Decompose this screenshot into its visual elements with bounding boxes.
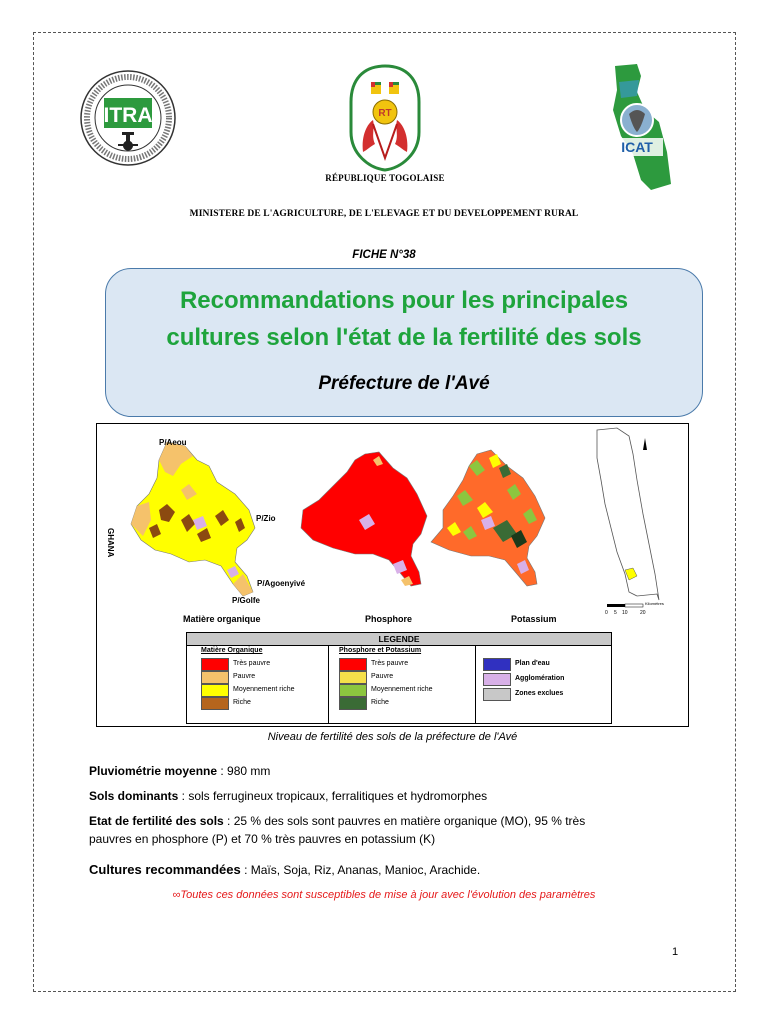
itra-logo-text: ITRA (103, 104, 153, 127)
scale-unit: Kilomètres (645, 601, 664, 606)
rt-logo-text: RT (378, 108, 392, 119)
ministry-heading: MINISTERE DE L'AGRICULTURE, DE L'ELEVAGE ET DU DEVELOPPEMENT RURAL (189, 209, 579, 219)
caption-phosphorus: Phosphore (365, 614, 413, 624)
north-arrow-icon (643, 438, 647, 450)
legend-mo-title: Matière Organique (201, 647, 263, 654)
map-phosphorus (301, 452, 427, 586)
caption-potassium: Potassium (511, 614, 557, 624)
figure-caption: Niveau de fertilité des sols de la préfecture de l'Avé (267, 731, 518, 743)
recommended-crops-line: Cultures recommandées : Maïs, Soja, Riz, Ananas, Manioc, Arachide. (89, 862, 481, 877)
page-number: 1 (672, 946, 679, 958)
rainfall-line: Pluviométrie moyenne : 980 mm (89, 764, 271, 778)
title-line-1: Recommandations pour les principales (179, 287, 629, 314)
icat-logo (597, 62, 682, 194)
label-agoenyive: P/Agoenyivé (257, 579, 306, 588)
scale-tick-10: 10 (622, 610, 628, 616)
caption-organic-matter: Matière organique (183, 614, 261, 624)
togo-locator-map (597, 428, 659, 607)
republic-emblem (345, 62, 425, 174)
republic-label: RÉPUBLIQUE TOGOLAISE (325, 173, 445, 183)
page-title (106, 282, 702, 356)
title-line-2: cultures selon l'état de la fertilité des sols (166, 324, 642, 351)
itra-logo (78, 68, 178, 168)
map-potassium (431, 450, 545, 586)
map-organic-matter (131, 442, 255, 596)
legend-organic-matter: Matière Organique Très pauvre Pauvre Moyennement riche Riche (201, 646, 325, 724)
legend-other: Plan d'eau Agglomération Zones exclues (483, 646, 609, 724)
scale-tick-5: 5 (614, 610, 617, 616)
legend-title: LEGENDE (187, 633, 611, 646)
label-aeou: P/Aeou (159, 438, 187, 447)
icat-logo-text: ICAT (621, 139, 653, 155)
legend-phosphorus-potassium: Phosphore et Potassium Très pauvre Pauvre Moyennement riche Riche (339, 646, 459, 724)
legend-divider (328, 645, 329, 724)
scale-tick-20: 20 (640, 610, 646, 616)
legend-pk-title: Phosphore et Potassium (339, 647, 422, 654)
soils-line: Sols dominants : sols ferrugineux tropicaux, ferralitiques et hydromorphes (89, 789, 488, 803)
page-subtitle: Préfecture de l'Avé (318, 373, 490, 394)
label-zio: P/Zio (256, 514, 276, 523)
legend-divider (475, 645, 476, 724)
fiche-number: FICHE N°38 (352, 249, 416, 261)
update-note: ∞Toutes ces données sont susceptibles de mise à jour avec l'évolution des paramètres (172, 889, 596, 901)
map-legend (186, 632, 612, 724)
scale-tick-0: 0 (605, 610, 608, 616)
title-box (105, 268, 703, 417)
label-ghana: GHANA (106, 528, 115, 558)
label-golfe: P/Golfe (232, 596, 261, 605)
fertility-state-line: Etat de fertilité des sols : 25 % des sols sont pauvres en matière organique (MO), 95 % très pauvres en phosphore (P) et 70 % très pauvres en potassium (K) (89, 814, 586, 846)
fertility-map-figure (96, 423, 689, 727)
